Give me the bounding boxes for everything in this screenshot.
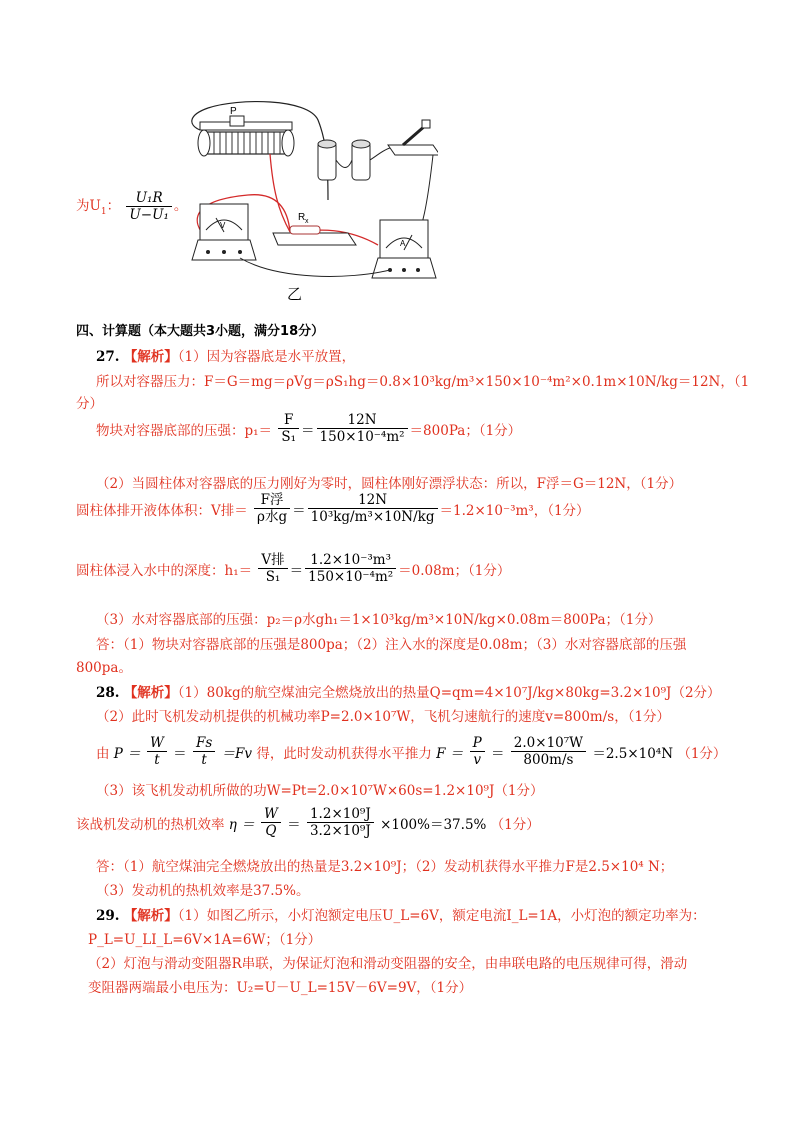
top-fraction: $\frac{\text{U₁R}}{\text{U−U₁}}$ xyxy=(126,190,171,223)
svg-text:A: A xyxy=(400,239,406,248)
svg-text:V: V xyxy=(220,221,226,230)
frac-ffu-rhog: $\frac{\text{F浮}}{\text{ρ水g}}$ xyxy=(254,492,290,525)
resistor-rx xyxy=(273,212,356,245)
frac-vpai-s1: $\frac{\text{V排}}{\text{S₁}}$ xyxy=(258,552,287,585)
q29-line4: 变阻器两端最小电压为：U₂=U－U_L=15V－6V=9V，（1分） xyxy=(88,980,473,996)
q27-line5: 圆柱体排开液体体积：V排＝ $\frac{\text{F浮}}{\text{ρ水g}}$ ＝ $\frac{12N}{\text{10³kg/m³×10N/kg}}$ ＝1.2×10⁻³m³，（1分） xyxy=(76,492,590,526)
q29-line2: P_L=U_LI_L=6V×1A=6W；（1分） xyxy=(88,932,322,948)
frac-w-q: $\frac{W}{Q}$ xyxy=(261,806,281,839)
q29-header: 29. 【解析】（1）如图乙所示，小灯泡额定电压U_L=6V，额定电流I_L=1A，小灯泡的额定功率为： xyxy=(96,908,706,924)
section-title: 四、计算题（本大题共3小题，满分18分） xyxy=(76,324,325,339)
q27-line3: 物块对容器底部的压强：p₁＝ $\frac{F}{\text{S₁}}$ ＝ $\frac{12N}{\text{150×10⁻⁴m²}}$ ＝800Pa；（1分） xyxy=(96,412,522,446)
q27-line2b: 分） xyxy=(76,396,103,412)
q27-header: 27. 【解析】（1）因为容器底是水平放置， xyxy=(96,349,356,365)
q28-line4: （3）该飞机发动机所做的功W=Pt=2.0×10⁷W×60s=1.2×10⁹J（1分） xyxy=(96,783,544,799)
q28-line7: （3）发动机的热机效率是37.5%。 xyxy=(96,883,310,899)
top-formula: 为$U_1$： $\frac{\text{U₁R}}{\text{U−U₁}}$ 。 xyxy=(76,190,188,224)
frac-volume-area: $\frac{\text{1.2×10⁻³m³}}{\text{150×10⁻⁴m²}}$ xyxy=(305,552,396,585)
switch-icon xyxy=(388,120,438,155)
circuit-diagram xyxy=(178,100,438,300)
ammeter xyxy=(372,220,436,278)
frac-power-speed: $\frac{\text{2.0×10⁷W}}{800m/s}$ xyxy=(511,735,586,768)
q29-line3: （2）灯泡与滑动变阻器R串联，为保证灯泡和滑动变阻器的安全，由串联电路的电压规律可得，滑动 xyxy=(88,956,688,972)
battery-icon xyxy=(318,140,370,180)
frac-fs-t: $\frac{Fs}{t}$ xyxy=(193,735,215,768)
q28-line5: 该战机发动机的热机效率 η ＝ $\frac{W}{Q}$ ＝ $\frac{\text{1.2×10⁹J}}{\text{3.2×10⁹J}}$ ×100%＝37.5% （1分） xyxy=(76,806,540,840)
q27-line9: 800pa。 xyxy=(76,660,132,676)
rheostat xyxy=(198,106,294,156)
q28-line3: 由 P ＝ $\frac{W}{t}$ ＝ $\frac{Fs}{t}$ ＝Fv 得，此时发动机获得水平推力 F ＝ $\frac{P}{v}$ ＝ $\frac{\text{2.0×10⁷W}}{800m/s}$ ＝2.5×10⁴N （1分） xyxy=(96,735,727,769)
frac-work-heat: $\frac{\text{1.2×10⁹J}}{\text{3.2×10⁹J}}$ xyxy=(307,806,374,839)
q28-line2: （2）此时飞机发动机提供的机械功率P=2.0×10⁷W，飞机匀速航行的速度v=800m/s，（1分） xyxy=(96,709,671,725)
frac-12n-rhog: $\frac{12N}{\text{10³kg/m³×10N/kg}}$ xyxy=(308,492,438,525)
frac-w-t: $\frac{W}{t}$ xyxy=(147,735,167,768)
svg-text:R: R xyxy=(298,212,306,223)
q28-header: 28. 【解析】（1）80kg的航空煤油完全燃烧放出的热量Q=qm=4×10⁷J/kg×80kg=3.2×10⁹J（2分） xyxy=(96,685,721,701)
diagram-caption: 乙 xyxy=(287,285,303,303)
voltmeter xyxy=(192,204,256,260)
q28-line6: 答：（1）航空煤油完全燃烧放出的热量是3.2×10⁹J；（2）发动机获得水平推力F是2.5×10⁴ N； xyxy=(96,859,674,875)
svg-text:x: x xyxy=(305,218,309,225)
q27-line2: 所以对容器压力：F＝G＝mg＝ρVg＝ρS₁hg＝0.8×10³kg/m³×150×10⁻⁴m²×0.1m×10N/kg＝12N，（1 xyxy=(96,374,750,390)
frac-12n-area: $\frac{12N}{\text{150×10⁻⁴m²}}$ xyxy=(317,412,408,445)
q27-line6: 圆柱体浸入水中的深度：h₁＝ $\frac{\text{V排}}{\text{S₁}}$ ＝ $\frac{\text{1.2×10⁻³m³}}{\text{150×10⁻⁴m²}}$ ＝0.08m；（1分） xyxy=(76,552,511,586)
q27-line7: （3）水对容器底部的压强：p₂＝ρ水gh₁＝1×10³kg/m³×10N/kg×0.08m＝800Pa；（1分） xyxy=(96,612,662,628)
svg-text:P: P xyxy=(230,106,237,117)
frac-p-v: $\frac{P}{v}$ xyxy=(470,735,485,768)
q27-line4: （2）当圆柱体对容器底的压力刚好为零时，圆柱体刚好漂浮状态：所以，F浮＝G＝12N，（1分） xyxy=(96,476,683,492)
frac-f-s1: $\frac{F}{\text{S₁}}$ xyxy=(278,412,299,445)
q27-line8: 答：（1）物块对容器底部的压强是800pa；（2）注入水的深度是0.08m；（3）水对容器底部的压强 xyxy=(96,637,687,653)
